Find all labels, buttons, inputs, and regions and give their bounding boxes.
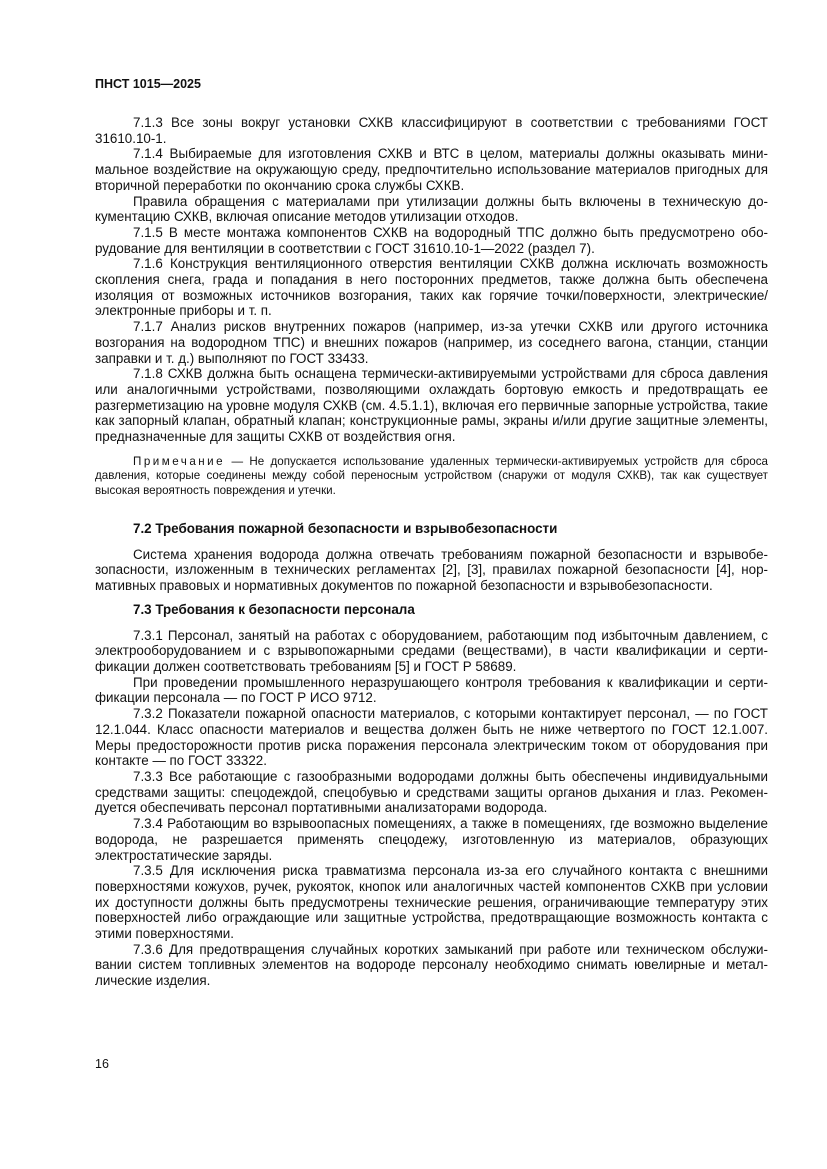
note-text: — Не допускается использование удаленных термически-активируемых устройств для сброса давления, которые соединены между собой переносным устройством (снаружи от модуля СХКВ), так как существует высокая вероятность повреждения и утечки. (95, 454, 768, 497)
paragraph-7-3-1: 7.3.1 Персонал, занятый на работах с оборудованием, работающим под избыточным давлением, с электрооборудованием и с взрывопожарными средами (веществами), в части квалификации и сертификации должен соответствовать требованиям [5] и ГОСТ Р 58689. (95, 627, 768, 675)
paragraph-7-1-4: 7.1.4 Выбираемые для изготовления СХКВ и ВТС в целом, материалы должны оказывать минимальное воздействие на окружающую среду, предпочтительно использование материалов пригодных для вторичной переработки по окончанию срока службы СХКВ. (95, 146, 768, 193)
paragraph-7-3-2: 7.3.2 Показатели пожарной опасности материалов, с которыми контактирует персонал, — по ГОСТ 12.1.044. Класс опасности материалов и вещества должен быть не ниже четвертого по ГОСТ 12.1.007. Меры предосторожности против риска поражения персонала электрическим током от оборудования при контакте — по ГОСТ 33322. (95, 706, 768, 769)
paragraph-7-3-3: 7.3.3 Все работающие с газообразными водородами должны быть обеспечены индивидуальными средствами защиты: спецодеждой, спецобувью и средствами защиты органов дыхания и глаз. Рекомендуется обеспечивать персонал портативными анализаторами водорода. (95, 768, 768, 816)
paragraph-7-3-5: 7.3.5 Для исключения риска травматизма персонала из-за его случайного контакта с внешними поверхностями кожухов, ручек, рукояток, кнопок или аналогичных частей компонентов СХКВ при условии их доступности должны быть предусмотрены технические решения, ограничивающие температуру этих поверхностей либо ограждающие или защитные устройства, предотвращающие возможность контакта с этими поверхностями. (95, 863, 768, 942)
note-label: Примечание (133, 454, 226, 468)
paragraph-7-1-4-disposal: Правила обращения с материалами при утилизации должны быть включены в техническую документацию СХКВ, включая описание методов утилизации отходов. (95, 193, 768, 225)
paragraph-7-3-6: 7.3.6 Для предотвращения случайных коротких замыканий при работе или техническом обслуживании систем топливных элементов на водороде персоналу необходимо снимать ювелирные и металлические изделия. (95, 941, 768, 989)
section-heading-7-3: 7.3 Требования к безопасности персонала (133, 601, 415, 617)
paragraph-7-3-4: 7.3.4 Работающим во взрывоопасных помещениях, а также в помещениях, где возможно выделение водорода, не разрешается применять спецодежу, изготовленную из материалов, образующих электростатические заряды. (95, 816, 768, 863)
paragraph-7-1-8: 7.1.8 СХКВ должна быть оснащена термически-активируемыми устройствами для сброса давления или аналогичными устройствами, позволяющими охлаждать бортовую емкость и предотвращать ее разгерметизацию на уровне модуля СХКВ (см. 4.5.1.1), включая его первичные запорные устройства, такие как запорный клапан, обратный клапан; конструкционные рамы, экраны и/или другие защитные элементы, предназначенные для защиты СХКВ от воздействия огня. (95, 366, 768, 445)
paragraph-7-3-1-ndt: При проведении промышленного неразрушающего контроля требования к квалификации и сертификации персонала — по ГОСТ Р ИСО 9712. (95, 674, 768, 706)
document-header: ПНСТ 1015—2025 (95, 77, 201, 91)
paragraph-7-1-6: 7.1.6 Конструкция вентиляционного отверстия вентиляции СХКВ должна исключать возможность скопления снега, града и попадания в него посторонних предметов, также должна быть обеспечена изоляция от возможных источников возгорания, таких как горячие точки/поверхности, электрические/ электронные приборы и т. п. (95, 256, 768, 319)
paragraph-7-1-3: 7.1.3 Все зоны вокруг установки СХКВ классифицируют в соответствии с требованиями ГОСТ 31610.10-1. (95, 115, 768, 146)
paragraph-7-2: Система хранения водорода должна отвечать требованиям пожарной безопасности и взрывобезопасности, изложенным в технических регламентах [2], [3], правилах пожарной безопасности [4], нормативных правовых и нормативных документов по пожарной безопасности и взрывобезопасности. (95, 546, 768, 593)
document-body (95, 115, 768, 989)
section-heading-7-2: 7.2 Требования пожарной безопасности и взрывобезопасности (133, 520, 558, 536)
paragraph-7-1-7: 7.1.7 Анализ рисков внутренних пожаров (например, из-за утечки СХКВ или другого источника возгорания на водородном ТПС) и внешних пожаров (например, из соседнего вагона, станции, станции заправки и т. д.) выполняют по ГОСТ 33433. (95, 319, 768, 366)
page-number: 16 (95, 1057, 109, 1071)
paragraph-7-1-5: 7.1.5 В месте монтажа компонентов СХКВ на водородный ТПС должно быть предусмотрено оборудование для вентиляции в соответствии с ГОСТ 31610.10-1—2022 (раздел 7). (95, 224, 768, 256)
note (95, 455, 768, 499)
